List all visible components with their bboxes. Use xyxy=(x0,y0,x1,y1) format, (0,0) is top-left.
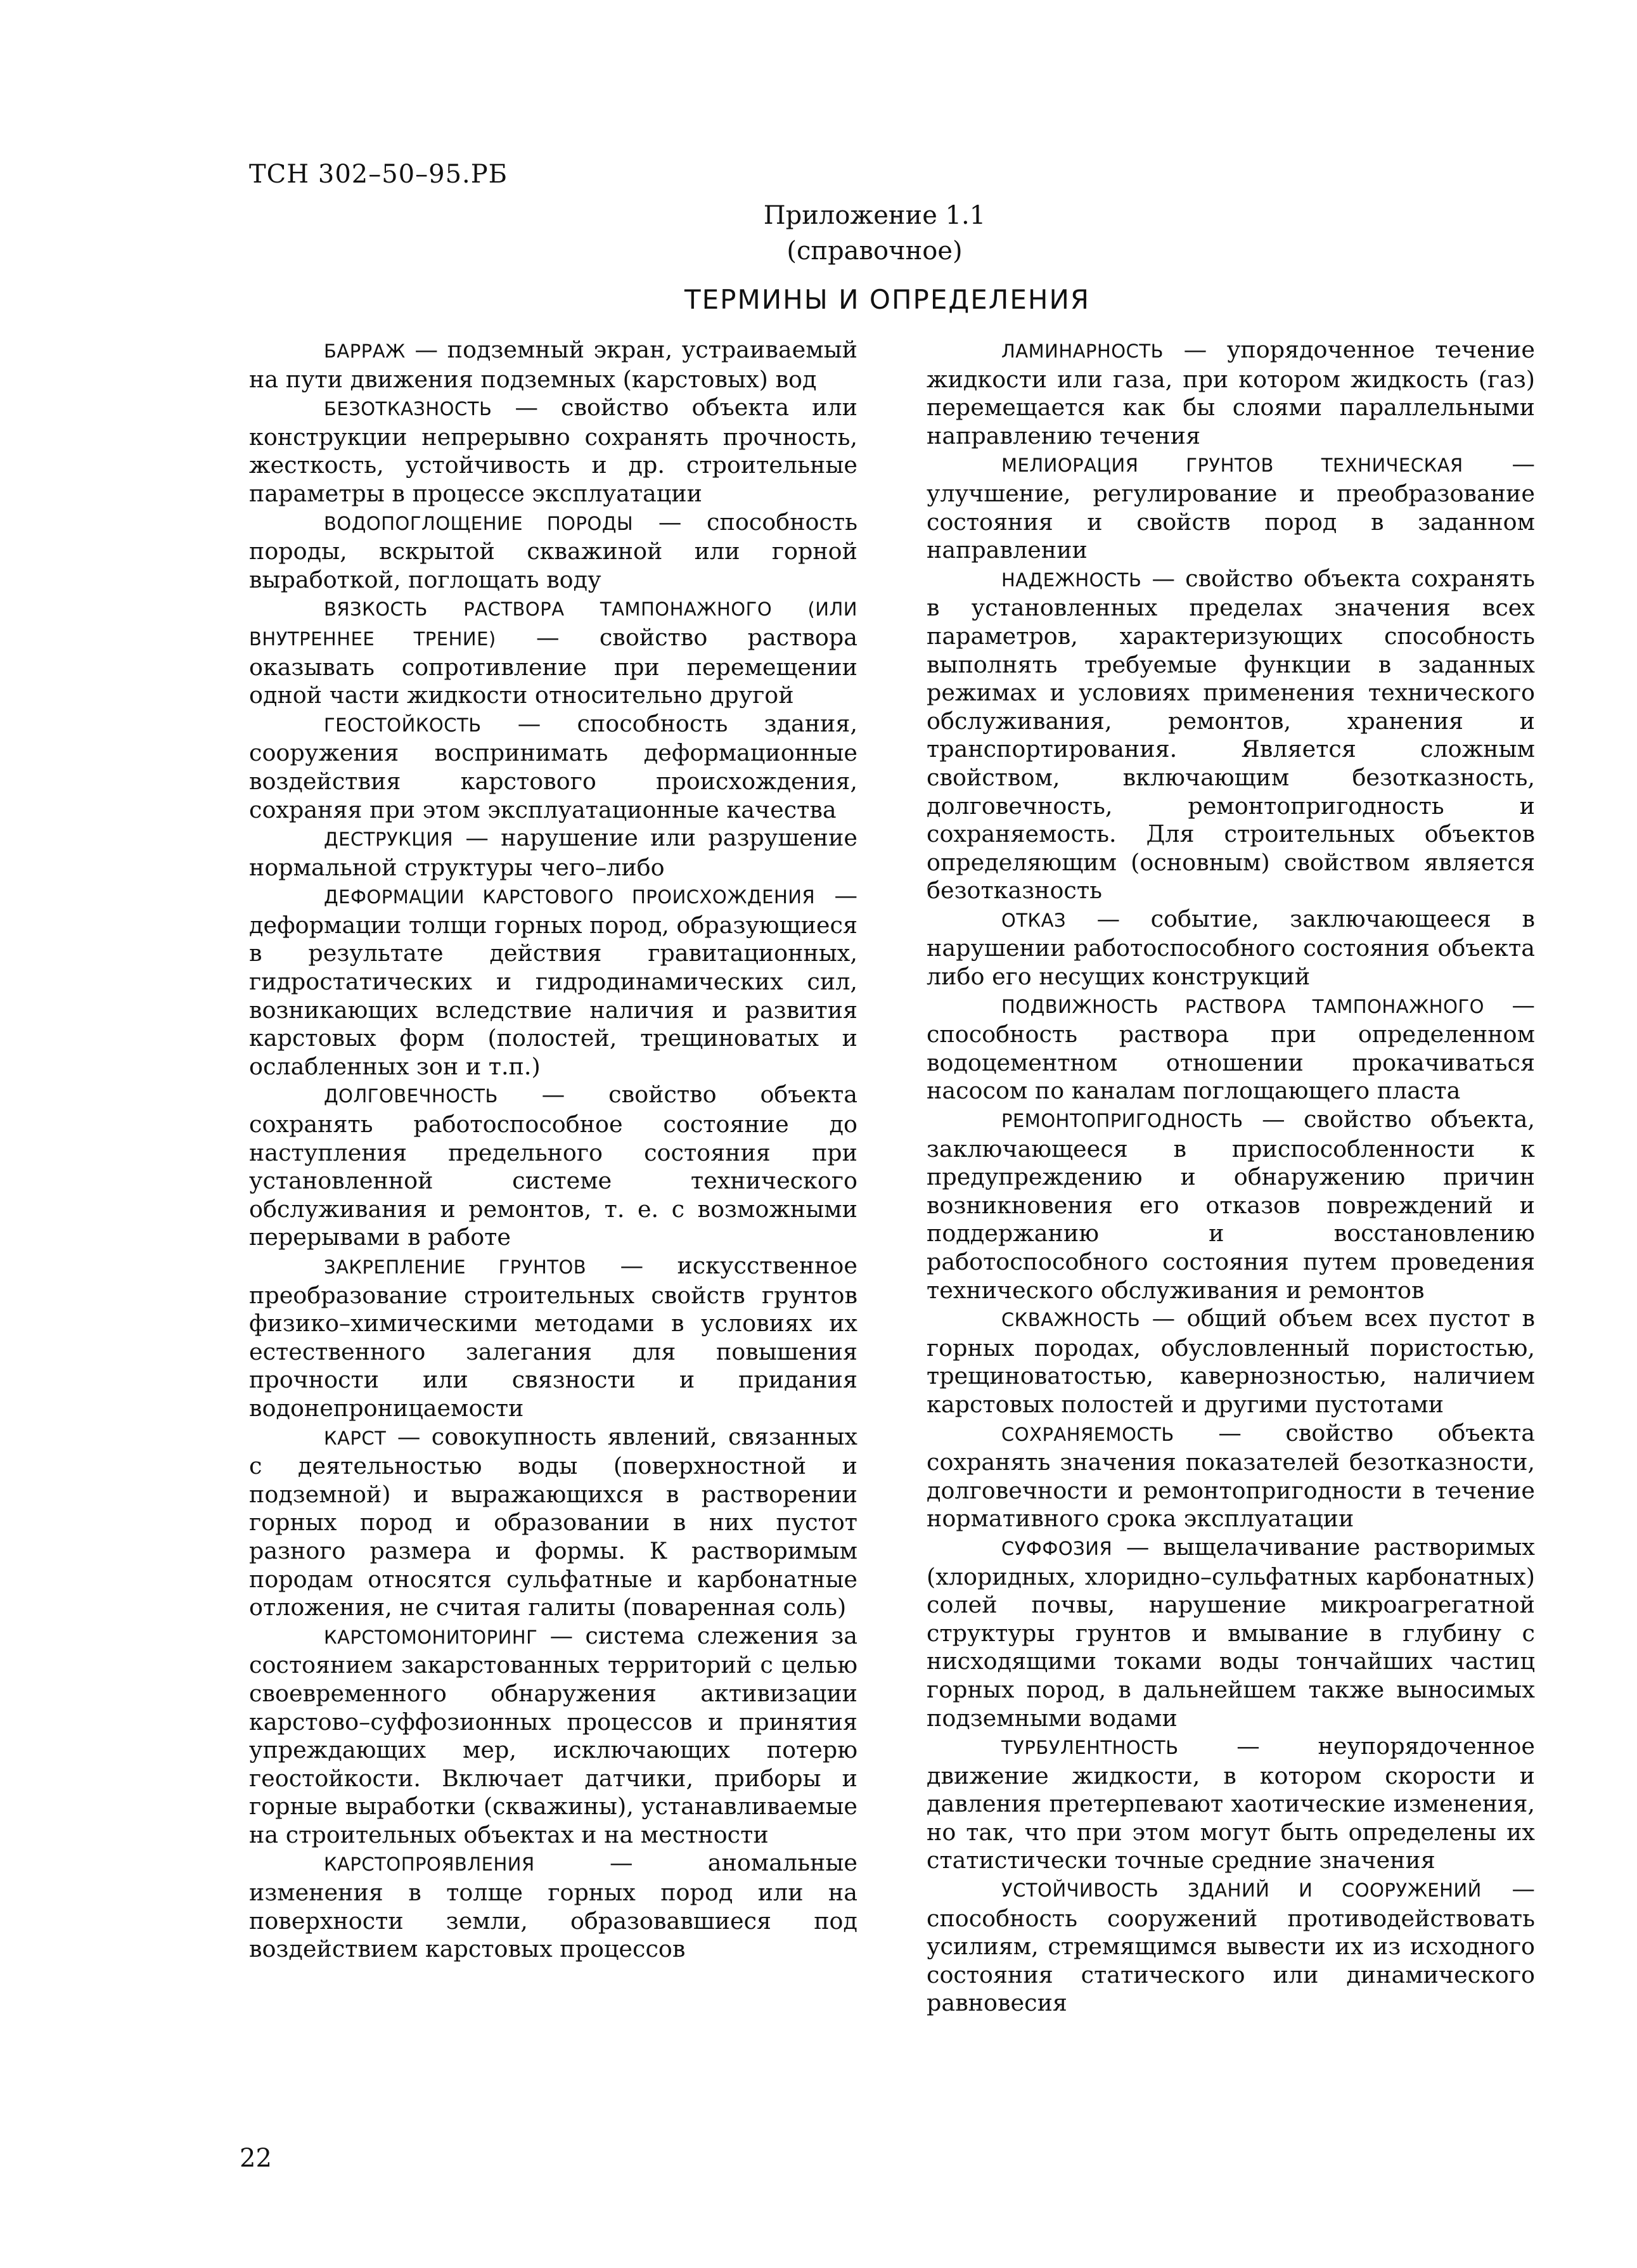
term-name: МЕЛИОРАЦИЯ ГРУНТОВ ТЕХНИЧЕСКАЯ xyxy=(1001,454,1463,477)
term-name: ЛАМИНАРНОСТЬ xyxy=(1001,340,1164,362)
term-definition: — нарушение или разрушение нормальной структуры чего–либо xyxy=(249,824,857,881)
term-entry xyxy=(249,1423,857,1622)
term-definition: — свойство объекта, заключающееся в приспособленности к предупреждению и обнаружению причин возникновения его отказов повреждений и поддержанию и восстановлению работоспособного состояния путем проведения технического обслуживания и ремонтов xyxy=(927,1105,1535,1304)
term-definition: — система слежения за состоянием закарстованных территорий с целью своевременного обнаружения активизации карстово–суффозионных процессов и принятия упреждающих мер, исключающих потерю геостойкости. Включает датчики, приборы и горные выработки (скважины), устанавливаемые на строительных объектах и на местности xyxy=(249,1621,857,1848)
term-definition: — способность раствора при определенном водоцементном отношении прокачиваться насосом по каналам поглощающего пласта xyxy=(927,991,1535,1105)
term-name: СОХРАНЯЕМОСТЬ xyxy=(1001,1423,1174,1445)
term-entry xyxy=(249,1081,857,1252)
term-name: КАРСТ xyxy=(324,1427,387,1449)
term-entry xyxy=(927,905,1535,991)
term-name: ДЕФОРМАЦИИ КАРСТОВОГО ПРОИСХОЖДЕНИЯ xyxy=(324,886,816,908)
term-name: ЗАКРЕПЛЕНИЕ ГРУНТОВ xyxy=(324,1256,587,1278)
term-name: ТУРБУЛЕНТНОСТЬ xyxy=(1001,1737,1179,1759)
term-definition: — деформации толщи горных пород, образующиеся в результате действия гравитационных, гидростатических и гидродинамических сил, возникающих вследствие наличия и развития карстовых форм (полостей, трещиноватых и ослабленных зон и т.п.) xyxy=(249,882,858,1080)
right-column xyxy=(927,336,1535,2018)
appendix-block xyxy=(697,198,1052,269)
term-definition: — событие, заключающееся в нарушении работоспособного состояния объекта либо его несущих конструкций xyxy=(927,905,1535,991)
term-name: ВЯЗКОСТЬ РАСТВОРА ТАМПОНАЖНОГО (ИЛИ ВНУТРЕННЕЕ ТРЕНИЕ) xyxy=(249,598,857,650)
term-definition: — свойство объекта сохранять в установленных пределах значения всех параметров, характеризующих способность выполнять требуемые функции в заданных режимах и условиях применения технического обслуживания, ремонтов, хранения и транспортирования. Является сложным свойством, включающим безотказность, долговечность, ремонтопригодность и сохраняемость. Для строительных объектов определяющим (основным) свойством является безотказность xyxy=(927,564,1535,905)
term-name: КАРСТОМОНИТОРИНГ xyxy=(324,1626,538,1648)
term-name: ДЕСТРУКЦИЯ xyxy=(324,828,454,851)
left-column xyxy=(249,336,857,1964)
term-name: НАДЕЖНОСТЬ xyxy=(1001,569,1142,591)
term-entry xyxy=(249,336,857,394)
term-entry xyxy=(249,710,857,824)
term-name: БАРРАЖ xyxy=(324,340,406,362)
term-entry xyxy=(249,1252,857,1423)
term-definition: — свойство объекта сохранять работоспособное состояние до наступления предельного состояния при установленной системе технического обслуживания и ремонтов, т. е. с возможными перерывами в работе xyxy=(249,1081,857,1251)
term-name: УСТОЙЧИВОСТЬ ЗДАНИЙ И СООРУЖЕНИЙ xyxy=(1001,1879,1482,1902)
term-definition: — общий объем всех пустот в горных породах, обусловленный пористостью, трещиноватостью, кавернозностью, наличием карстовых полостей и другими пустотами xyxy=(927,1305,1535,1418)
term-definition: — способность здания, сооружения воспринимать деформационные воздействия карстового происхождения, сохраняя при этом эксплуатационные качества xyxy=(249,709,857,823)
appendix-note: (справочное) xyxy=(786,236,963,266)
term-entry xyxy=(249,1849,857,1963)
term-entry xyxy=(927,1732,1535,1875)
term-entry xyxy=(927,1875,1535,2018)
term-definition: — выщелачивание растворимых (хлоридных, хлоридно–сульфатных карбонатных) солей почвы, нарушение микроагрегатной структуры грунтов и вмывание в глубину с нисходящими токами воды тончайших частиц горных пород, в дальнейшем также выносимых подземными водами xyxy=(927,1533,1535,1732)
term-definition: — искусственное преобразование строительных свойств грунтов физико–химическими методами в условиях их естественного залегания для повышения прочности или связности и придания водонепроницаемости xyxy=(249,1252,857,1422)
term-entry xyxy=(249,508,857,595)
page-number: 22 xyxy=(240,2144,272,2173)
term-definition: — свойство объекта или конструкции непрерывно сохранять прочность, жесткость, устойчивость и др. строительные параметры в процессе эксплуатации xyxy=(249,394,857,507)
section-title: ТЕРМИНЫ И ОПРЕДЕЛЕНИЯ xyxy=(684,284,1091,315)
term-entry xyxy=(927,991,1535,1105)
term-entry xyxy=(927,450,1535,564)
term-entry xyxy=(249,1622,857,1850)
term-name: РЕМОНТОПРИГОДНОСТЬ xyxy=(1001,1110,1243,1132)
term-definition: — совокупность явлений, связанных с деятельностью воды (поверхностной и подземной) и выражающихся в растворении горных пород и образовании в них пустот разного размера и формы. К растворимым породам относятся сульфатные и карбонатные отложения, не считая галиты (поваренная соль) xyxy=(249,1422,857,1621)
term-entry xyxy=(249,882,857,1081)
term-name: БЕЗОТКАЗНОСТЬ xyxy=(324,398,492,420)
term-entry xyxy=(927,1305,1535,1419)
term-entry xyxy=(249,824,857,882)
term-name: ДОЛГОВЕЧНОСТЬ xyxy=(324,1085,498,1107)
term-definition: — подземный экран, устраиваемый на пути движения подземных (карстовых) вод xyxy=(249,336,857,393)
term-definition: — способность породы, вскрытой скважиной или горной выработкой, поглощать воду xyxy=(249,508,857,593)
term-entry xyxy=(927,565,1535,905)
term-name: СКВАЖНОСТЬ xyxy=(1001,1309,1141,1331)
appendix-title: Приложение 1.1 xyxy=(763,201,986,230)
term-name: КАРСТОПРОЯВЛЕНИЯ xyxy=(324,1853,535,1876)
term-name: ГЕОСТОЙКОСТЬ xyxy=(324,714,482,736)
term-entry xyxy=(249,394,857,508)
term-entry xyxy=(927,1419,1535,1533)
term-name: СУФФОЗИЯ xyxy=(1001,1537,1113,1559)
term-entry xyxy=(927,336,1535,450)
document-code: ТСН 302–50–95.РБ xyxy=(249,160,508,189)
term-definition: — свойство раствора оказывать сопротивление при перемещении одной части жидкости относительно другой xyxy=(249,623,858,709)
term-name: ПОДВИЖНОСТЬ РАСТВОРА ТАМПОНАЖНОГО xyxy=(1001,995,1484,1017)
term-definition: — свойство объекта сохранять значения показателей безотказности, долговечности и ремонтопригодности в течение нормативного срока эксплуатации xyxy=(927,1419,1535,1533)
term-entry xyxy=(927,1533,1535,1732)
term-definition: — способность сооружений противодействовать усилиям, стремящимся вывести их из исходного состояния статического или динамического равновесия xyxy=(927,1875,1535,2017)
term-name: ВОДОПОГЛОЩЕНИЕ ПОРОДЫ xyxy=(324,512,634,534)
term-definition: — аномальные изменения в толще горных пород или на поверхности земли, образовавшиеся под воздействием карстовых процессов xyxy=(249,1849,857,1963)
term-entry xyxy=(249,594,857,709)
term-definition: — неупорядоченное движение жидкости, в котором скорости и давления претерпевают хаотические изменения, но так, что при этом могут быть определены их статистически точные средние значения xyxy=(927,1732,1535,1874)
term-definition: — улучшение, регулирование и преобразование состояния и свойств пород в заданном направлении xyxy=(927,450,1535,564)
term-name: ОТКАЗ xyxy=(1001,909,1067,931)
term-definition: — упорядоченное течение жидкости или газа, при котором жидкость (газ) перемещается как бы слоями параллельными направлению течения xyxy=(927,336,1535,449)
term-entry xyxy=(927,1105,1535,1305)
